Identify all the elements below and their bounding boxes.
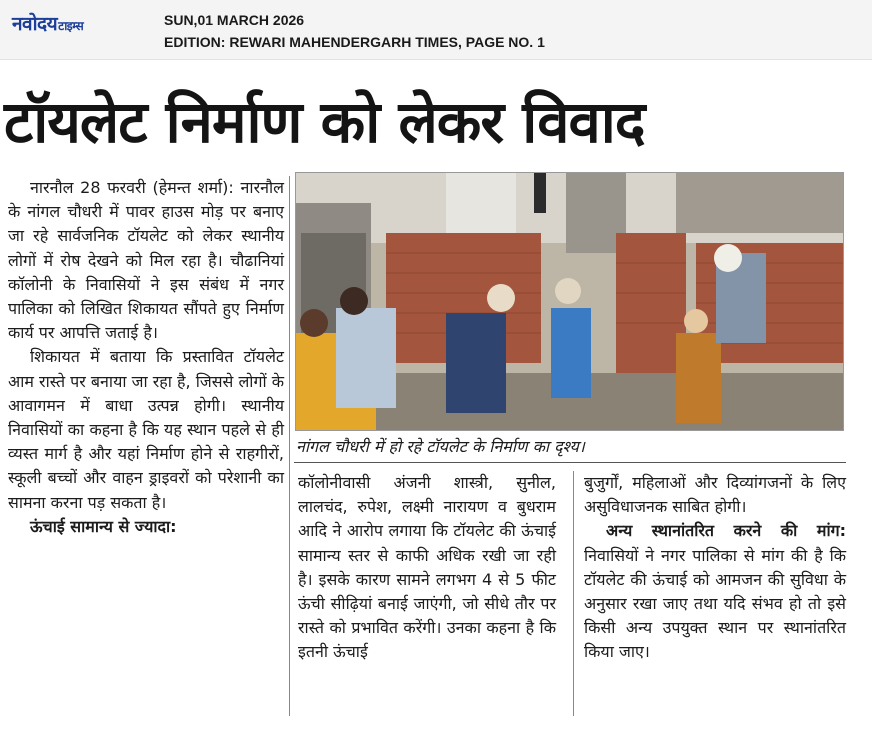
article-column-2 xyxy=(298,471,556,665)
logo-small-text: टाइम्स xyxy=(58,19,84,33)
paragraph-complaint: शिकायत में बताया कि प्रस्तावित टॉयलेट आम रास्ते पर बनाया जा रहा है, जिससे लोगों के आवागमन में बाधा उत्पन्न होगी। स्थानीय निवासियों का कहना है कि यह स्थान पहले से ही व्यस्त मार्ग है और यहां निर्माण होने से राहगीरों, स्कूली बच्चों और वाहन ड्राइवरों को परेशानी का सामना करना पड़ सकता है। xyxy=(8,347,284,512)
construction-photo xyxy=(295,172,844,431)
photo-caption: नांगल चौधरी में हो रहे टॉयलेट के निर्माण का दृश्य। xyxy=(296,437,585,456)
newspaper-logo[interactable] xyxy=(12,10,83,36)
article-column-3 xyxy=(584,471,846,665)
edition-meta xyxy=(164,9,545,53)
logo-main-text: नवोदय xyxy=(12,13,58,35)
construction-scene-image xyxy=(296,173,844,431)
column-divider-2 xyxy=(573,471,574,716)
article-column-1 xyxy=(8,176,284,539)
edition-info: EDITION: REWARI MAHENDERGARH TIMES, PAGE NO. 1 xyxy=(164,34,545,50)
subhead-relocation: अन्य स्थानांतरित करने की मांग: xyxy=(606,521,846,541)
column-divider xyxy=(289,176,290,716)
paragraph-demand: निवासियों ने नगर पालिका से मांग की है कि टॉयलेट की ऊंचाई को आमजन की सुविधा के अनुसार रखा जाए तथा यदि संभव हो तो इसे किसी अन्य उपयुक्त स्थान पर स्थानांतरित किया जाए। xyxy=(584,545,846,662)
paragraph-intro: नारनौल 28 फरवरी (हेमन्त शर्मा): नारनौल के नांगल चौधरी में पावर हाउस मोड़ पर बनाए जा रहे सार्वजनिक टॉयलेट को लेकर स्थानीय लोगों में रोष देखने को मिल रहा है। चौढानियां कॉलोनी के निवासियों ने इस संबंध में नगर पालिका को लिखित शिकायत सौंपते हुए निर्माण कार्य पर आपत्ति जताई है। xyxy=(8,178,284,343)
paragraph-inconvenience: बुजुर्गों, महिलाओं और दिव्यांगजनों के लिए असुविधाजनक साबित होगी। xyxy=(584,473,846,517)
paragraph-allegation: कॉलोनीवासी अंजनी शास्त्री, सुनील, लालचंद, रुपेश, लक्ष्मी नारायण व बुधराम आदि ने आरोप लगाया कि टॉयलेट की ऊंचाई सामान्य स्तर से काफी अधिक रखी जा रही है। इसके कारण सामने लगभग 4 से 5 फीट ऊंची सीढ़ियां बनाई जाएंगी, जो सीधे तौर पर रास्ते को प्रभावित करेंगी। उनका कहना है कि इतनी ऊंचाई xyxy=(298,473,556,662)
page-header xyxy=(0,0,872,60)
caption-rule xyxy=(294,462,846,463)
subhead-height: ऊंचाई सामान्य से ज्यादा: xyxy=(30,516,177,536)
edition-date: SUN,01 MARCH 2026 xyxy=(164,12,305,28)
article-headline: टॉयलेट निर्माण को लेकर विवाद xyxy=(4,88,645,156)
